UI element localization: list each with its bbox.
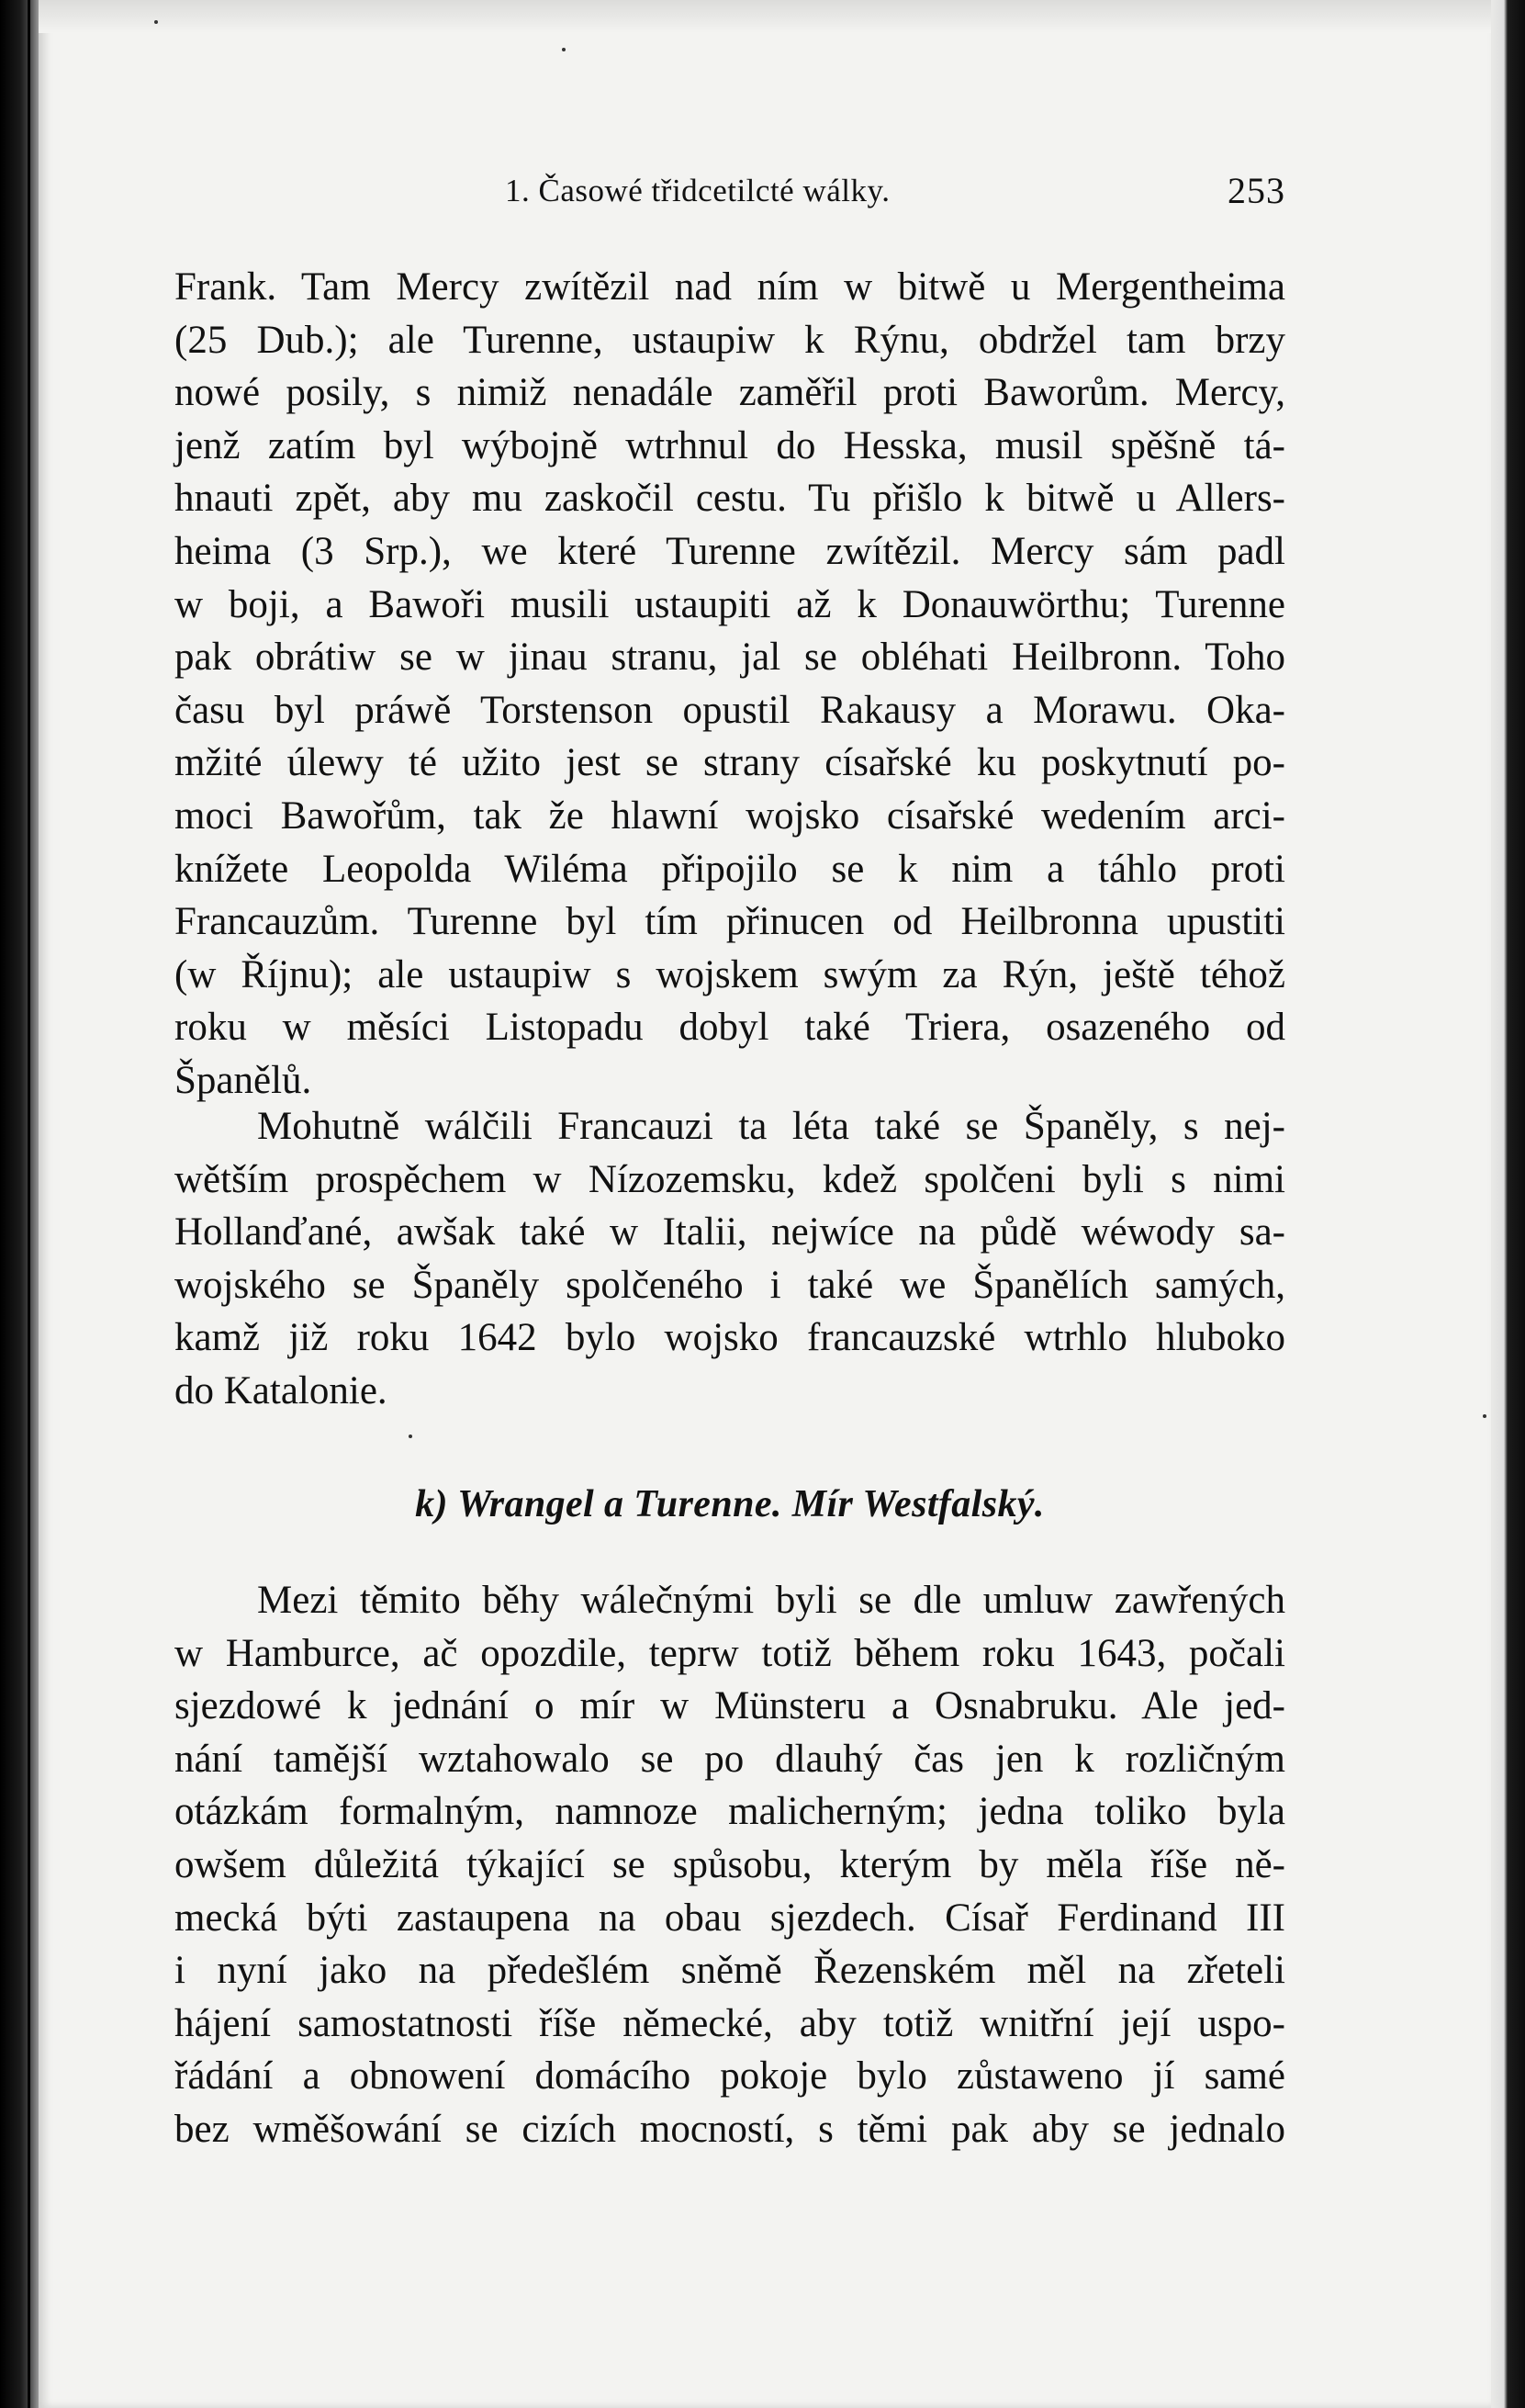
text-line: wojského se Španěly spolčeného i také we Španělích samých, bbox=[174, 1263, 1285, 1307]
running-title: 1. Časowé třidcetilcté wálky. bbox=[505, 173, 891, 208]
text-line: řádání a obnowení domácího pokoje bylo zůstaweno jí samé bbox=[174, 2054, 1285, 2099]
text-line: mžité úlewy té užito jest se strany císařské ku poskytnutí po- bbox=[174, 741, 1285, 785]
text-line: Frank. Tam Mercy zwítězil nad ním w bitwě u Mergentheima bbox=[174, 265, 1285, 309]
text-line: w Hamburce, ač opozdile, teprw totiž během roku 1643, počali bbox=[174, 1631, 1285, 1675]
page-right-edge bbox=[1491, 0, 1525, 2408]
text-line: Mezi těmito běhy wálečnými byli se dle umluw zawřených bbox=[257, 1579, 1285, 1622]
text-line: (25 Dub.); ale Turenne, ustaupiw k Rýnu, obdržel tam brzy bbox=[174, 318, 1285, 362]
text-line: moci Bawořům, tak že hlawní wojsko císařské wedením arci- bbox=[174, 793, 1285, 838]
paragraph-1 bbox=[174, 261, 1285, 1108]
text-line: pak obrátiw se w jinau stranu, jal se obléhati Heilbronn. Toho bbox=[174, 636, 1285, 680]
text-line: jenž zatím byl wýbojně wtrhnul do Hesska, musil spěšně tá- bbox=[174, 423, 1285, 467]
paper-speck bbox=[154, 20, 158, 24]
binding-edge bbox=[28, 0, 30, 2408]
text-line: času byl práwě Torstenson opustil Rakausy a Morawu. Oka- bbox=[174, 688, 1285, 732]
paper-speck bbox=[409, 1435, 412, 1438]
text-line: Španělů. bbox=[174, 1058, 312, 1102]
text-line: bez wměšowání se cizích mocností, s těmi pak aby se jednalo bbox=[174, 2107, 1285, 2151]
text-line: otázkám formalným, namnoze malicherným; jedna toliko byla bbox=[174, 1790, 1285, 1834]
text-line: nání tamější wztahowalo se po dlauhý čas jen k rozličným bbox=[174, 1737, 1285, 1781]
text-line: w boji, a Bawoři musili ustaupiti až k Donauwörthu; Turenne bbox=[174, 582, 1285, 626]
binding-shadow bbox=[0, 0, 39, 2408]
text-line: i nyní jako na předešlém sněmě Řezenském měl na zřeteli bbox=[174, 1949, 1285, 1993]
text-line: kamž již roku 1642 bylo wojsko francauzské wtrhlo hluboko bbox=[174, 1316, 1285, 1360]
paper-speck bbox=[1483, 1414, 1486, 1418]
text-line: owšem důležitá týkající se spůsobu, kterým by měla říše ně- bbox=[174, 1842, 1285, 1886]
text-line: mecká býti zastaupena na obau sjezdech. Císař Ferdinand III bbox=[174, 1896, 1285, 1940]
text-line: knížete Leopolda Wiléma připojilo se k nim a táhlo proti bbox=[174, 847, 1285, 891]
running-header bbox=[174, 165, 1285, 220]
section-heading: k) Wrangel a Turenne. Mír Westfalský. bbox=[415, 1483, 1045, 1525]
text-line: roku w měsíci Listopadu dobyl také Triera, osazeného od bbox=[174, 1006, 1285, 1050]
text-line: Mohutně wálčili Francauzi ta léta také se Španěly, s nej- bbox=[257, 1105, 1285, 1148]
page-number: 253 bbox=[1228, 170, 1285, 211]
text-line: sjezdowé k jednání o mír w Münsteru a Osnabruku. Ale jed- bbox=[174, 1684, 1285, 1728]
text-line: heima (3 Srp.), we které Turenne zwítězil. Mercy sám padl bbox=[174, 529, 1285, 573]
text-line: do Katalonie. bbox=[174, 1368, 387, 1412]
paragraph-2 bbox=[174, 1100, 1285, 1418]
text-line: nowé posily, s nimiž nenadále zaměřil proti Baworům. Mercy, bbox=[174, 371, 1285, 415]
paragraph-3 bbox=[174, 1574, 1285, 2156]
text-line: Francauzům. Turenne byl tím přinucen od Heilbronna upustiti bbox=[174, 900, 1285, 944]
text-line: wětším prospěchem w Nízozemsku, kdež spolčeni byli s nimi bbox=[174, 1157, 1285, 1201]
page-top-edge bbox=[39, 0, 1491, 33]
paper-speck bbox=[562, 48, 566, 51]
text-line: hnauti zpět, aby mu zaskočil cestu. Tu přišlo k bitwě u Allers- bbox=[174, 477, 1285, 521]
text-line: hájení samostatnosti říše německé, aby totiž wnitřní její uspo- bbox=[174, 2001, 1285, 2045]
text-line: Hollanďané, awšak také w Italii, nejwíce na půdě wéwody sa- bbox=[174, 1210, 1285, 1255]
text-line: (w Říjnu); ale ustaupiw s wojskem swým za Rýn, ještě téhož bbox=[174, 952, 1285, 996]
